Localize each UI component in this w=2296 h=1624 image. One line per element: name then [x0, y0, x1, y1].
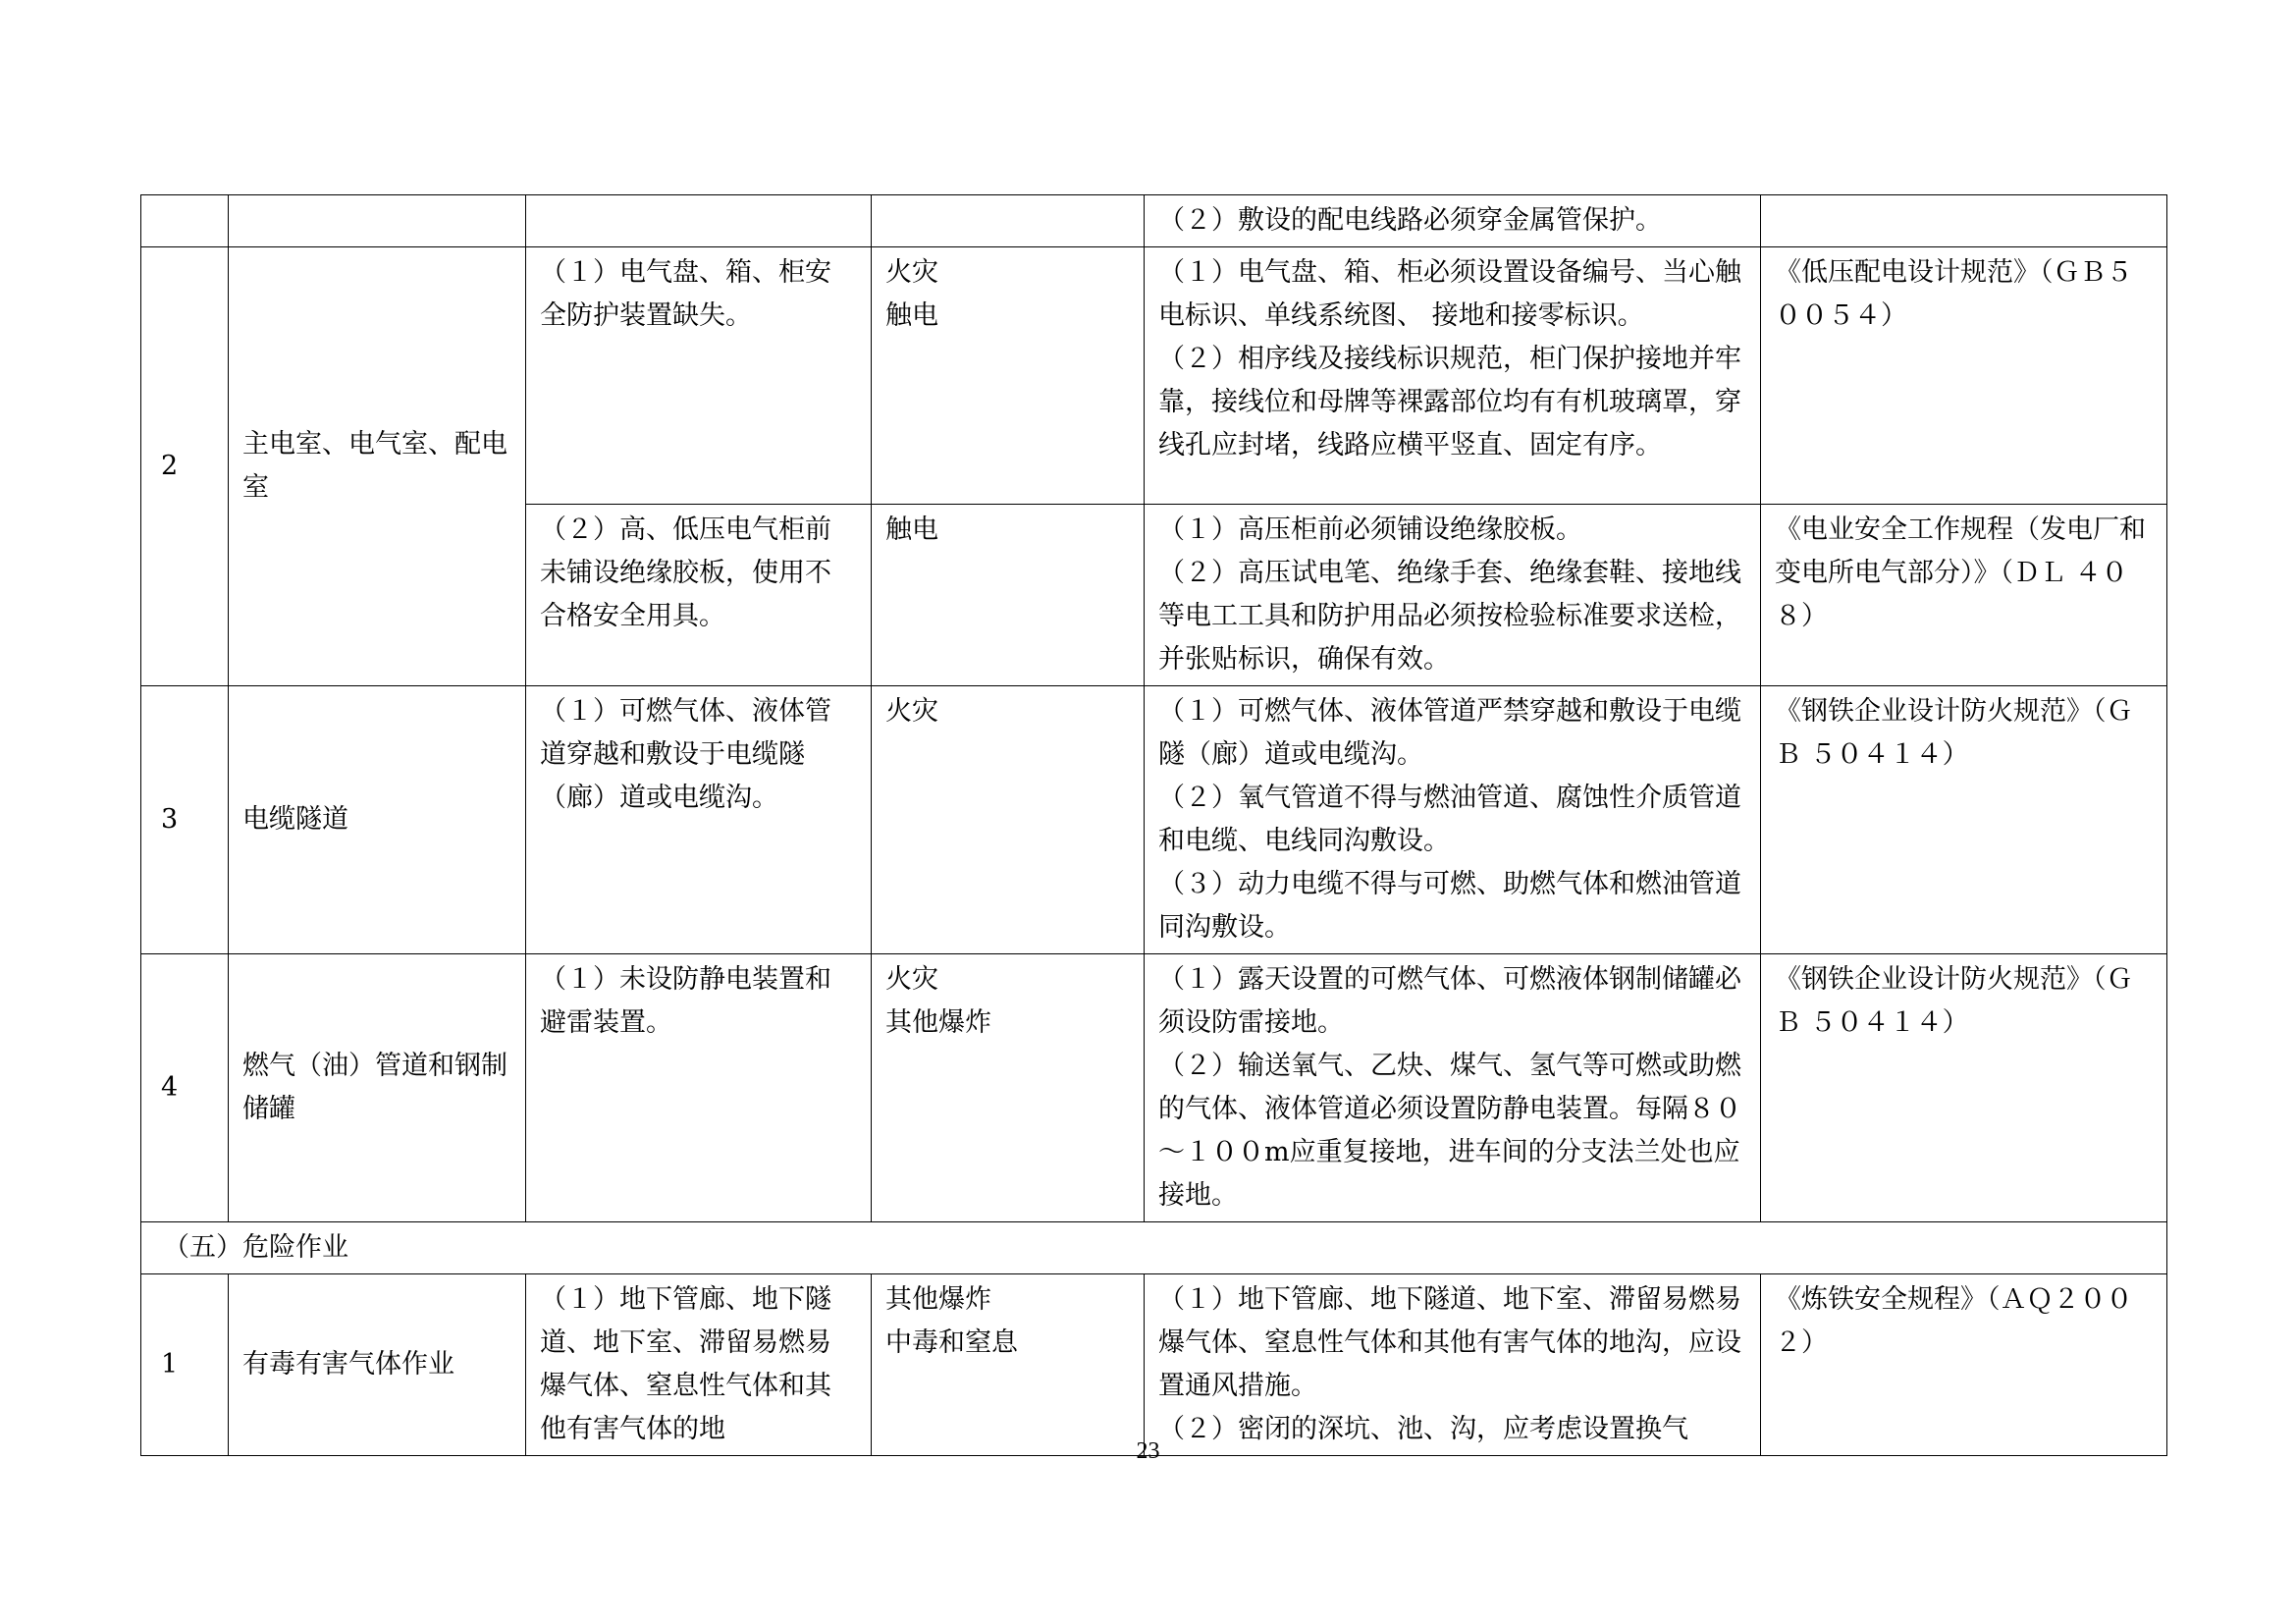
hazard-cell [526, 686, 872, 954]
hazard-cell [526, 195, 872, 247]
standard-cell: 《钢铁企业设计防火规范》（ＧＢ ５０４１４） [1761, 954, 2167, 1222]
hazard-cell [526, 247, 872, 505]
page-number: 23 [1136, 1438, 1160, 1464]
measures-cell [1145, 1274, 1761, 1456]
accident-type-cell [872, 247, 1145, 505]
row-number-cell: 2 [141, 247, 229, 686]
location-cell: 电缆隧道 [229, 686, 526, 954]
measure-item: （１）地下管廊、地下隧道、地下室、滞留易燃易爆气体、窒息性气体和其他有害气体的地沟，应设置通风措施。 [1158, 1284, 1741, 1401]
accident-type: 火灾 [885, 257, 938, 288]
measure-item: （１）可燃气体、液体管道严禁穿越和敷设于电缆隧（廊）道或电缆沟。 [1158, 696, 1741, 770]
location-cell: 燃气（油）管道和钢制储罐 [229, 954, 526, 1222]
table-row [141, 686, 2167, 954]
measures-cell [1145, 686, 1761, 954]
measure-item: （２）输送氧气、乙炔、煤气、氢气等可燃或助燃的气体、液体管道必须设置防静电装置。每隔８０～１００m应重复接地，进车间的分支法兰处也应接地。 [1158, 1051, 1741, 1211]
measure-item: （２）密闭的深坑、池、沟，应考虑设置换气 [1158, 1414, 1688, 1444]
accident-type: 火灾 [885, 696, 938, 727]
standard-cell: 《炼铁安全规程》（ＡＱ２００２） [1761, 1274, 2167, 1456]
measures-cell [1145, 505, 1761, 686]
hazard-item: （２）高、低压电气柜前未铺设绝缘胶板，使用不合格安全用具。 [540, 514, 831, 631]
measures-cell [1145, 247, 1761, 505]
accident-type-cell [872, 195, 1145, 247]
section-title: （五）危险作业 [141, 1222, 2167, 1274]
accident-type: 其他爆炸 [885, 1284, 991, 1315]
accident-type-cell [872, 1274, 1145, 1456]
measure-item: （２）氧气管道不得与燃油管道、腐蚀性介质管道和电缆、电线同沟敷设。 [1158, 783, 1741, 856]
table-row [141, 954, 2167, 1222]
row-number-cell: 1 [141, 1274, 229, 1456]
accident-type: 其他爆炸 [885, 1007, 991, 1038]
hazard-cell [526, 505, 872, 686]
standard-cell: 《低压配电设计规范》（ＧＢ５００５４） [1761, 247, 2167, 505]
hazard-table [140, 194, 2167, 1456]
hazard-item: （１）可燃气体、液体管道穿越和敷设于电缆隧（廊）道或电缆沟。 [540, 696, 831, 813]
accident-type-cell [872, 505, 1145, 686]
accident-type: 中毒和窒息 [885, 1327, 1018, 1358]
hazard-item: （１）未设防静电装置和避雷装置。 [540, 964, 831, 1038]
measure-item: （１）露天设置的可燃气体、可燃液体钢制储罐必须设防雷接地。 [1158, 964, 1741, 1038]
section-header-row [141, 1222, 2167, 1274]
measure-item: （２）相序线及接线标识规范，柜门保护接地并牢靠，接线位和母牌等裸露部位均有有机玻璃罩，穿线孔应封堵，线路应横平竖直、固定有序。 [1158, 344, 1741, 460]
standard-cell: 《钢铁企业设计防火规范》（ＧＢ ５０４１４） [1761, 686, 2167, 954]
row-number-cell: 3 [141, 686, 229, 954]
measure-item: （２）敷设的配电线路必须穿金属管保护。 [1158, 205, 1662, 236]
location-cell [229, 195, 526, 247]
standard-cell [1761, 195, 2167, 247]
measure-item: （１）电气盘、箱、柜必须设置设备编号、当心触电标识、单线系统图、 接地和接零标识。 [1158, 257, 1741, 331]
measures-cell [1145, 195, 1761, 247]
hazard-cell [526, 954, 872, 1222]
measure-item: （１）高压柜前必须铺设绝缘胶板。 [1158, 514, 1582, 545]
accident-type: 火灾 [885, 964, 938, 995]
table-row [141, 247, 2167, 505]
row-number-cell: 4 [141, 954, 229, 1222]
table-row [141, 1274, 2167, 1456]
standard-cell: 《电业安全工作规程（发电厂和变电所电气部分）》（ＤＬ ４０８） [1761, 505, 2167, 686]
measure-item: （２）高压试电笔、绝缘手套、绝缘套鞋、接地线等电工工具和防护用品必须按检验标准要求送检，并张贴标识，确保有效。 [1158, 558, 1741, 675]
hazard-item: （１）地下管廊、地下隧道、地下室、滞留易燃易爆气体、窒息性气体和其他有害气体的地 [540, 1284, 831, 1444]
measures-cell [1145, 954, 1761, 1222]
accident-type: 触电 [885, 300, 938, 331]
accident-type-cell [872, 954, 1145, 1222]
accident-type-cell [872, 686, 1145, 954]
accident-type: 触电 [885, 514, 938, 545]
row-number-cell [141, 195, 229, 247]
measure-item: （３）动力电缆不得与可燃、助燃气体和燃油管道同沟敷设。 [1158, 869, 1741, 943]
location-cell: 主电室、电气室、配电室 [229, 247, 526, 686]
hazard-cell [526, 1274, 872, 1456]
table-row [141, 195, 2167, 247]
hazard-item: （１）电气盘、箱、柜安全防护装置缺失。 [540, 257, 831, 331]
location-cell: 有毒有害气体作业 [229, 1274, 526, 1456]
